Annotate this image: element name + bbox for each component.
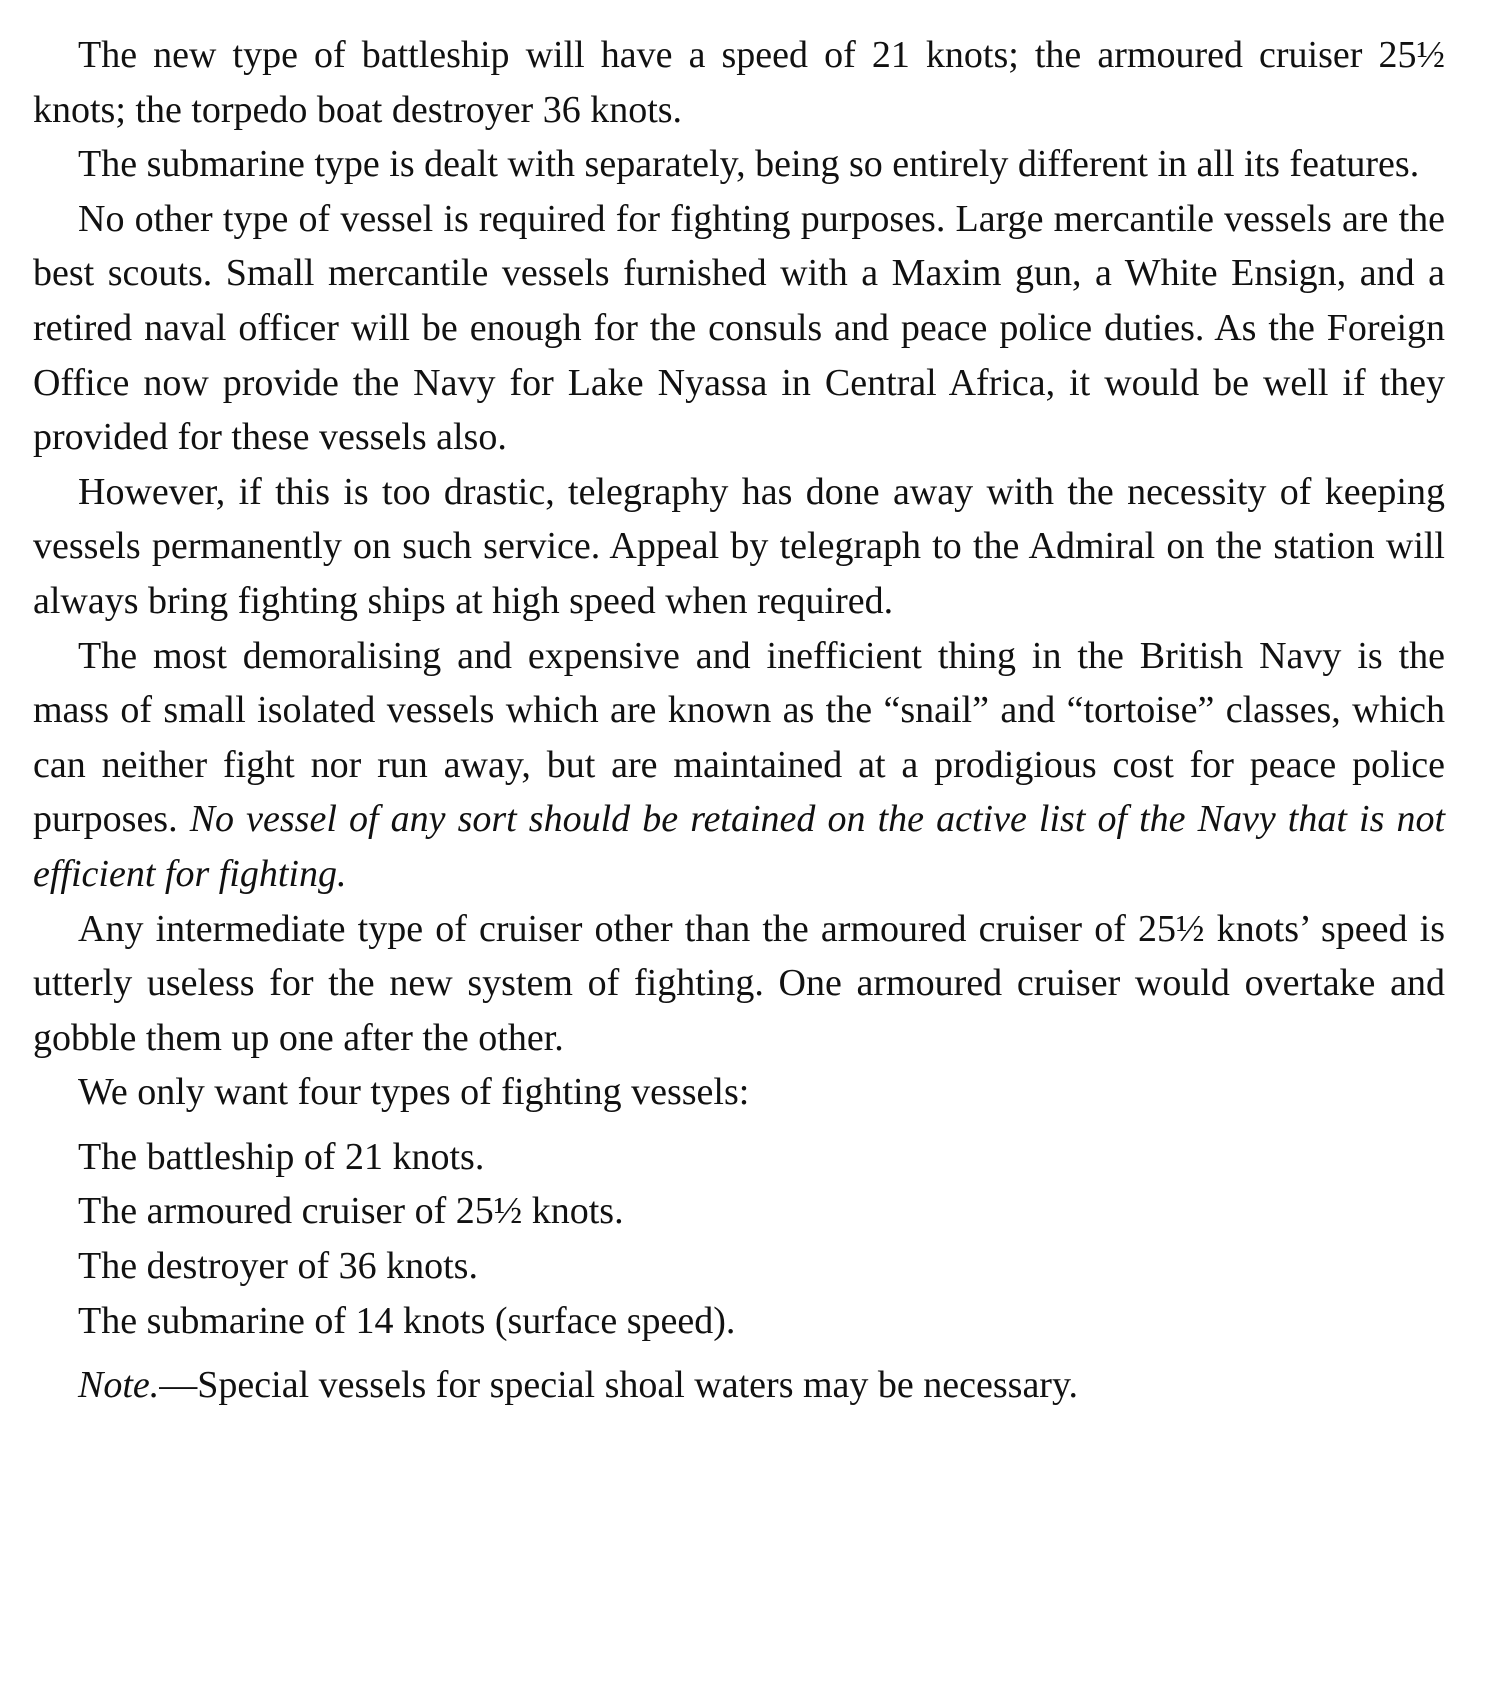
note-paragraph: [33, 1358, 1445, 1413]
list-item: The submarine of 14 knots (surface speed).: [78, 1299, 736, 1342]
paragraph-small-vessels: [33, 629, 1445, 902]
paragraph-telegraphy: [33, 465, 1445, 629]
paragraph-text: However, if this is too drastic, telegraphy has done away with the necessity of keeping vessels permanently on such service. Appeal by telegraph to the Admiral on the station will always bring fighting ships at high speed when required.: [33, 470, 1445, 622]
paragraph-italic-emphasis: No vessel of any sort should be retained on the active list of the Navy that is not efficient for fighting.: [33, 798, 1446, 895]
paragraph-text: We only want four types of fighting vessels:: [78, 1071, 750, 1114]
paragraph-text: Any intermediate type of cruiser other than the armoured cruiser of 25½ knots’ speed is utterly useless for the new system of fighting. One armoured cruiser would overtake and gobble them up one after the other.: [33, 907, 1445, 1059]
list-item: The armoured cruiser of 25½ knots.: [78, 1190, 624, 1233]
paragraph-intermediate-cruiser: [33, 902, 1445, 1066]
paragraph-four-types-intro: [33, 1065, 1445, 1120]
paragraph-submarine-type: [33, 137, 1445, 192]
list-item: The destroyer of 36 knots.: [78, 1245, 478, 1288]
note-label: Note.: [78, 1364, 160, 1407]
document-page: [33, 28, 1445, 1413]
vessel-types-list: [33, 1130, 1445, 1348]
list-item: The battleship of 21 knots.: [78, 1135, 485, 1178]
paragraph-text: The most demoralising and expensive and inefficient thing in the British Navy is the mass of small isolated vessels which are known as the “snail” and “tortoise” classes, which can neither fight nor run away, but are maintained at a prodigious cost for peace police purposes.: [33, 634, 1445, 841]
paragraph-text: No other type of vessel is required for fighting purposes. Large mercantile vessels are the best scouts. Small mercantile vessels furnished with a Maxim gun, a White Ensign, and a retired naval officer will be enough for the consuls and peace police duties. As the Foreign Office now provide the Navy for Lake Nyassa in Central Africa, it would be well if they provided for these vessels also.: [33, 197, 1445, 459]
note-text: —Special vessels for special shoal waters may be necessary.: [159, 1364, 1078, 1407]
paragraph-other-vessels: [33, 192, 1445, 465]
paragraph-text: The submarine type is dealt with separately, being so entirely different in all its features.: [78, 143, 1420, 186]
paragraph-ship-speeds: [33, 28, 1445, 137]
paragraph-text: The new type of battleship will have a speed of 21 knots; the armoured cruiser 25½ knots; the torpedo boat destroyer 36 knots.: [33, 34, 1445, 131]
